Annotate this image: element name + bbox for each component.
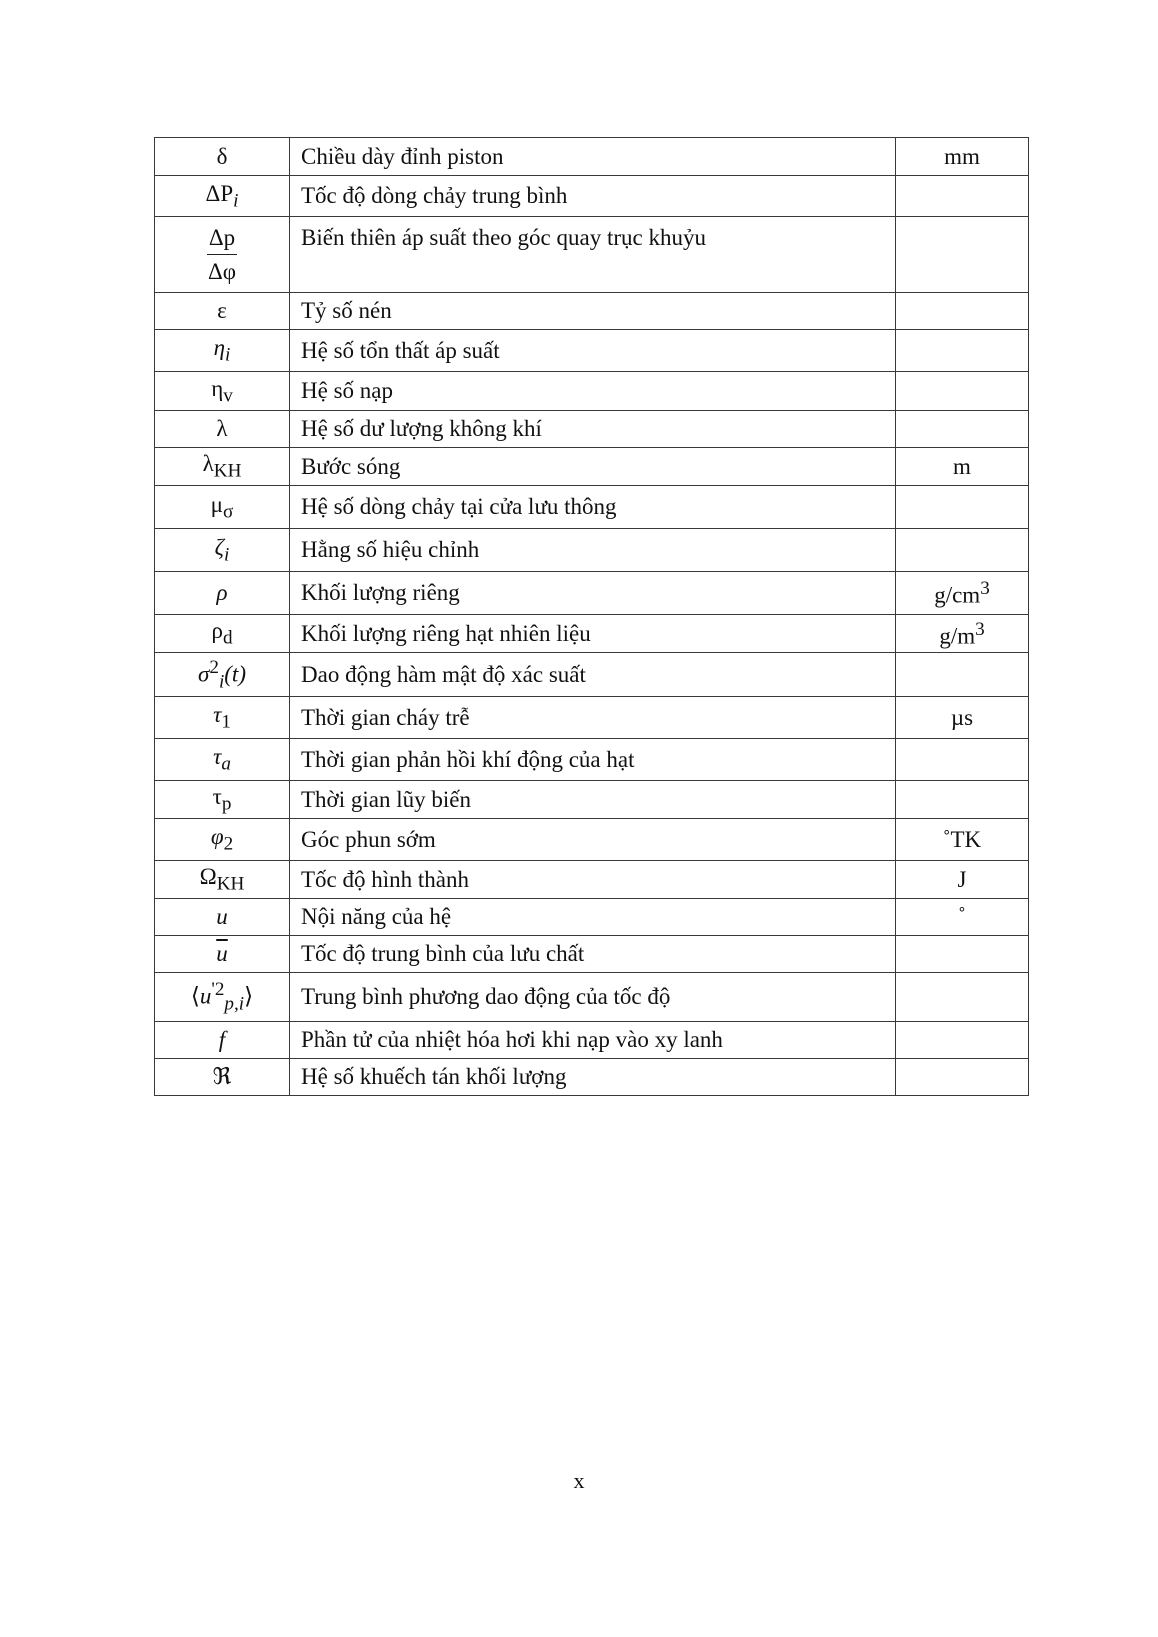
symbol-cell: $\rho_d$ [155,615,290,653]
description-cell: Bước sóng [290,448,896,486]
table-row [155,217,1029,293]
fraction: $\frac{\Delta p}{\Delta\varphi}$ [207,224,237,284]
description-cell: Hệ số khuếch tán khối lượng [290,1059,896,1096]
page-number: x [573,1468,585,1493]
description-cell: Khối lượng riêng hạt nhiên liệu [290,615,896,653]
description-cell: Biến thiên áp suất theo góc quay trục khuỷu [290,217,896,293]
table-row [155,861,1029,899]
description-cell: Hằng số hiệu chỉnh [290,529,896,572]
symbol-cell [155,217,290,293]
description-cell: Tỷ số nén [290,293,896,330]
symbol-cell: $\overline{u}$ [155,936,290,973]
unit-cell: $g/cm^3$ [896,572,1029,615]
symbol-cell: $⟨u^{'2}_{p,i}⟩$ [155,973,290,1022]
symbol-cell: λ [155,411,290,448]
unit-cell [896,486,1029,529]
symbol-table [154,137,1029,1096]
unit-cell [896,293,1029,330]
symbol-cell: ℜ [155,1059,290,1096]
description-cell: Tốc độ trung bình của lưu chất [290,936,896,973]
table-row [155,372,1029,411]
symbol-cell: $\tau_a$ [155,739,290,781]
symbol-cell: $\sigma^2_i(t)$ [155,653,290,697]
description-cell: Dao động hàm mật độ xác suất [290,653,896,697]
table-row [155,176,1029,217]
unit-cell: m [896,448,1029,486]
symbol-cell: u [155,899,290,936]
table-row [155,1059,1029,1096]
table-row [155,330,1029,372]
symbol-cell: ε [155,293,290,330]
table-row [155,293,1029,330]
symbol-cell: $\Delta P_i$ [155,176,290,217]
unit-cell [896,739,1029,781]
table-row [155,973,1029,1022]
table-row [155,899,1029,936]
table-row [155,411,1029,448]
unit-cell [896,176,1029,217]
table-row [155,819,1029,861]
table-row [155,529,1029,572]
table-row [155,1022,1029,1059]
symbol-cell: $\lambda_{KH}$ [155,448,290,486]
unit-cell [896,411,1029,448]
unit-cell: $g/m^3$ [896,615,1029,653]
symbol-cell: f [155,1022,290,1059]
description-cell: Thời gian cháy trễ [290,697,896,739]
symbol-cell: $\varphi_2$ [155,819,290,861]
description-cell: Khối lượng riêng [290,572,896,615]
table-row [155,448,1029,486]
table-row [155,615,1029,653]
symbol-cell: $\tau_1$ [155,697,290,739]
unit-cell: ˚TK [896,819,1029,861]
unit-cell: J [896,861,1029,899]
unit-cell: µs [896,697,1029,739]
table-row [155,697,1029,739]
description-cell: Trung bình phương dao động của tốc độ [290,973,896,1022]
table-row [155,138,1029,176]
unit-cell [896,372,1029,411]
unit-cell [896,973,1029,1022]
symbol-cell: $\tau_p$ [155,781,290,819]
description-cell: Chiều dày đỉnh piston [290,138,896,176]
unit-cell [896,330,1029,372]
description-cell: Tốc độ dòng chảy trung bình [290,176,896,217]
description-cell: Hệ số tổn thất áp suất [290,330,896,372]
unit-cell [896,936,1029,973]
description-cell: Tốc độ hình thành [290,861,896,899]
unit-cell [896,217,1029,293]
description-cell: Thời gian phản hồi khí động của hạt [290,739,896,781]
table-row [155,739,1029,781]
symbol-cell: $\Omega_{KH}$ [155,861,290,899]
symbol-cell: $\zeta_i$ [155,529,290,572]
symbol-cell: $\eta_v$ [155,372,290,411]
unit-cell: ˚ [896,899,1029,936]
symbol-cell: δ [155,138,290,176]
table-row [155,936,1029,973]
description-cell: Hệ số dư lượng không khí [290,411,896,448]
symbol-cell: ρ [155,572,290,615]
description-cell: Phần tử của nhiệt hóa hơi khi nạp vào xy lanh [290,1022,896,1059]
description-cell: Thời gian lũy biến [290,781,896,819]
description-cell: Hệ số dòng chảy tại cửa lưu thông [290,486,896,529]
table-row [155,653,1029,697]
description-cell: Hệ số nạp [290,372,896,411]
symbol-cell: $\eta_i$ [155,330,290,372]
unit-cell: mm [896,138,1029,176]
unit-cell [896,1022,1029,1059]
unit-cell [896,529,1029,572]
unit-cell [896,653,1029,697]
unit-cell [896,781,1029,819]
table-row [155,572,1029,615]
table-row [155,486,1029,529]
description-cell: Nội năng của hệ [290,899,896,936]
description-cell: Góc phun sớm [290,819,896,861]
table-row [155,781,1029,819]
symbol-cell: $\mu_\sigma$ [155,486,290,529]
unit-cell [896,1059,1029,1096]
